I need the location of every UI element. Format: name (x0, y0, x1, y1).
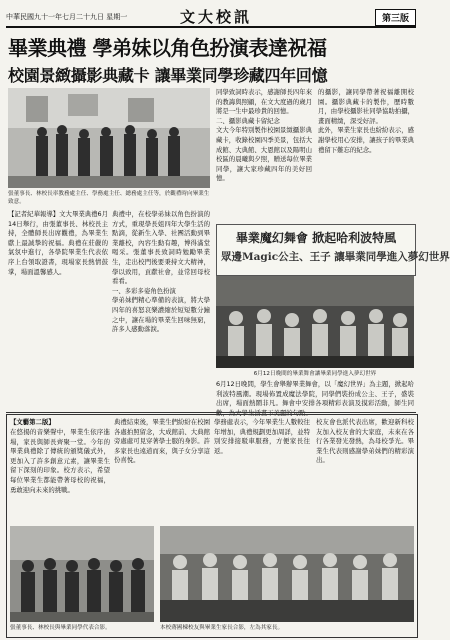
bottom-left-caption: 張董事長、林校長與畢業同學代表合影。 (10, 625, 111, 631)
newspaper-title: 文大校訊 (179, 8, 252, 26)
graduation-ceremony-photo (8, 88, 210, 188)
article1-col-d: 的攝影，讓同學帶著祝福離開校園。攝影典藏卡的製作，歷時數月，由學校攝影社同學協助拍攝，畫面精緻，深受好評。 此外，畢業生家長也紛紛表示，感謝學校用心安排，讓孩子的畢業典禮留下難忘的紀念。 (318, 88, 414, 154)
dance-banner (216, 224, 450, 276)
main-headline: 畢業典禮 學弟妹以角色扮演表達祝福 (8, 36, 327, 60)
article1-col-c: 同學致詞時表示，感謝師長四年來的教誨與照顧，在文大度過的歲月將是一生中最珍貴的回憶。 二、攝影典藏卡留紀念 文大今年特別製作校園景緻攝影典藏卡，收錄校園四季美景，包括大成館、大典館、大恩館以及陽明山校區的晨曦與夕照，贈送每位畢業同學，讓大家珍藏四年的美好回憶。 (216, 88, 312, 183)
banner-subtitle: 眾邊Magic公主、王子 讓畢業同學進入夢幻世界 (221, 251, 450, 263)
article2-col-a: 在悠揚的音樂聲中，畢業生依序進場，家長與師長齊聚一堂。今年的畢業典禮除了傳統的頒獎儀式外，更加入了許多創意元素，讓畢業生留下深刻的印象。校方表示，希望每位畢業生都能帶著母校的祝福，勇敢迎向未來的挑戰。 (10, 428, 110, 494)
masthead (6, 6, 416, 28)
article2-header: 【文藝第二版】 (10, 418, 55, 426)
top-photo-caption: 張董事長、林校長率教務處主任、學務處主任、總務處主任等，於觀禮時向畢業生致意。 (8, 191, 210, 205)
article2-col-c: 學務處表示，今年畢業生人數較往年增加，典禮規劃更加周詳，並特別安排接駁車服務，方便家長往返。 (214, 418, 310, 455)
sub-headline: 校園景緻攝影典藏卡 讓畢業同學珍藏四年回憶 (8, 66, 328, 85)
article1-col-b: 典禮中，在校學弟妹以角色扮演的方式，重現學長姐四年大學生活的點滴，從新生入學、社團活動到畢業離校，內容生動有趣，博得滿堂喝采。張董事長致詞時勉勵畢業生，走出校門後要秉持文大精神，學以致用，貢獻社會，並常回母校看看。 一、多彩多姿角色扮演 學弟妹們精心準備的表演，將大學四年的喜怒哀樂濃縮於短短數分鐘之中，讓在場的畢業生回味無窮，許多人感動落淚。 (112, 210, 210, 334)
bottom-right-caption: 本校蔣國棟校友與畢業生家長合影，左為其家長。 (160, 625, 284, 631)
dance-party-photo (216, 276, 414, 368)
article1-col-a: 【記者紀華報導】文大畢業典禮6月14日舉行，由張董事長、林校長主持，全體師長出席觀禮，為畢業生獻上最誠摯的祝福。典禮在莊嚴的氣氛中進行，各學院畢業生代表依序上台領取證書，現場家長熱情鼓掌，場面溫馨感人。 (8, 210, 108, 276)
article2-col-b: 典禮結束後，畢業生們紛紛在校園各處拍照留念，大成館前、大典館旁處處可見穿著學士服的身影。許多家長也遠道而來，與子女分享這份喜悅。 (114, 418, 210, 465)
section-divider (6, 412, 416, 413)
article2-col-d: 校友會也派代表出席，歡迎新科校友加入校友會的大家庭，未來在各行各業發光發熱，為母校爭光。畢業生代表則感謝學弟妹們的精彩演出。 (316, 418, 414, 465)
group-photo-left (10, 526, 154, 622)
article1-col-e: 6月12日晚間，學生會舉辦畢業舞會，以「魔幻世界」為主題，掀起哈利波特風潮。現場佈置成魔法學院，同學們裝扮成公主、王子，盛裝出席，場面熱鬧非凡。舞會中安排各項精彩表演及摸彩活動，師生同歡，為大學生活畫下美麗的句點。 (216, 380, 414, 417)
group-photo-right (160, 526, 414, 622)
banner-title: 畢業魔幻舞會 掀起哈利波特風 (235, 231, 397, 245)
issue-date: 中華民國九十一年七月二十九日 星期一 (6, 13, 128, 21)
edition-badge: 第三版 (375, 9, 416, 26)
banner-photo-caption: 6月12日晚間的畢業舞會讓畢業同學進入夢幻世界 (253, 371, 377, 377)
